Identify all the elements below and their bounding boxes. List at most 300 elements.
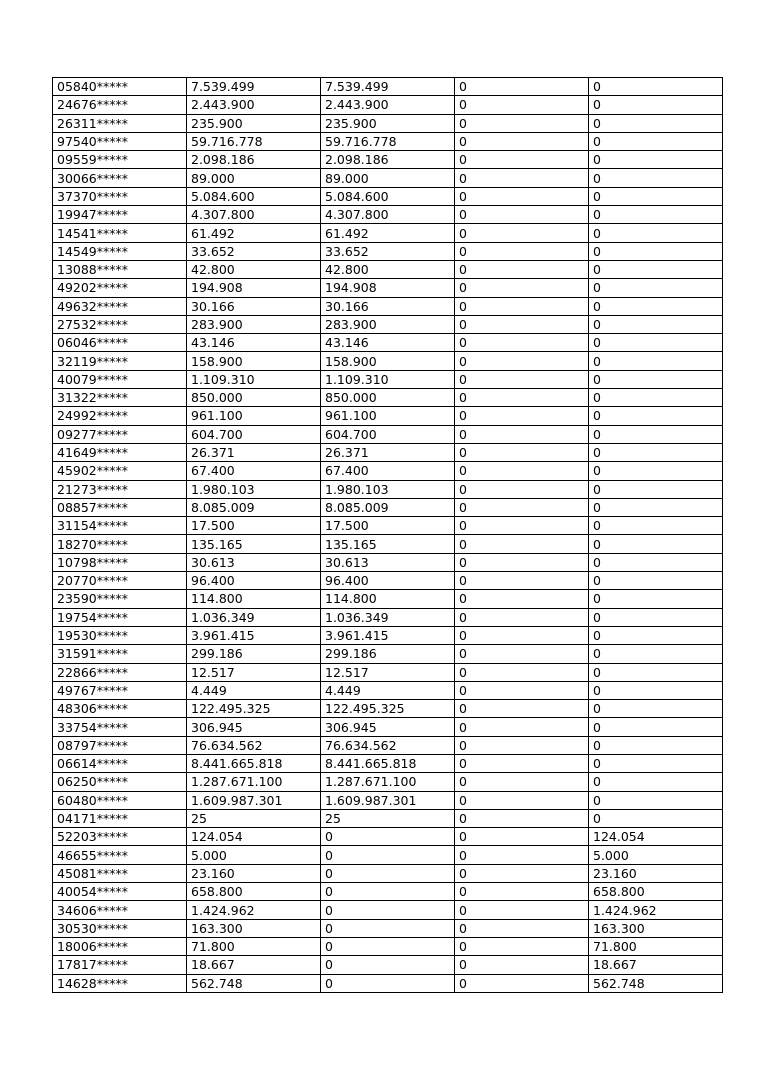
amount-2-cell: 0 — [321, 828, 455, 846]
amount-3-cell: 0 — [455, 151, 589, 169]
amount-3-cell: 0 — [455, 443, 589, 461]
amount-4-cell: 1.424.962 — [589, 901, 723, 919]
amount-cell: 42.800 — [187, 260, 321, 278]
amount-cell: 25 — [187, 809, 321, 827]
amount-cell: 1.980.103 — [187, 480, 321, 498]
account-id-cell: 49632***** — [53, 297, 187, 315]
amount-2-cell: 0 — [321, 937, 455, 955]
amount-3-cell: 0 — [455, 681, 589, 699]
amount-2-cell: 4.307.800 — [321, 206, 455, 224]
amount-4-cell: 0 — [589, 151, 723, 169]
amount-4-cell: 0 — [589, 462, 723, 480]
amount-2-cell: 299.186 — [321, 645, 455, 663]
amount-cell: 43.146 — [187, 334, 321, 352]
amount-cell: 30.166 — [187, 297, 321, 315]
table-row — [53, 663, 723, 681]
table-row — [53, 645, 723, 663]
table-row — [53, 553, 723, 571]
amount-3-cell: 0 — [455, 425, 589, 443]
amount-cell: 5.000 — [187, 846, 321, 864]
amount-3-cell: 0 — [455, 553, 589, 571]
amount-4-cell: 0 — [589, 553, 723, 571]
account-id-cell: 34606***** — [53, 901, 187, 919]
table-row — [53, 956, 723, 974]
table-row — [53, 443, 723, 461]
amount-2-cell: 25 — [321, 809, 455, 827]
account-id-cell: 97540***** — [53, 132, 187, 150]
account-id-cell: 32119***** — [53, 352, 187, 370]
amount-2-cell: 30.613 — [321, 553, 455, 571]
amount-4-cell: 0 — [589, 206, 723, 224]
amount-4-cell: 0 — [589, 791, 723, 809]
amount-cell: 658.800 — [187, 883, 321, 901]
amount-3-cell: 0 — [455, 937, 589, 955]
table-row — [53, 700, 723, 718]
table-row — [53, 846, 723, 864]
amount-cell: 96.400 — [187, 572, 321, 590]
amount-3-cell: 0 — [455, 279, 589, 297]
table-row — [53, 773, 723, 791]
amount-4-cell: 562.748 — [589, 974, 723, 992]
ledger-table — [52, 77, 723, 993]
amount-3-cell: 0 — [455, 754, 589, 772]
amount-3-cell: 0 — [455, 224, 589, 242]
account-id-cell: 19947***** — [53, 206, 187, 224]
amount-2-cell: 2.098.186 — [321, 151, 455, 169]
table-row — [53, 626, 723, 644]
table-row — [53, 260, 723, 278]
table-row — [53, 736, 723, 754]
amount-3-cell: 0 — [455, 187, 589, 205]
amount-4-cell: 18.667 — [589, 956, 723, 974]
amount-4-cell: 0 — [589, 480, 723, 498]
amount-2-cell: 96.400 — [321, 572, 455, 590]
amount-cell: 23.160 — [187, 864, 321, 882]
amount-4-cell: 0 — [589, 407, 723, 425]
amount-cell: 8.085.009 — [187, 498, 321, 516]
amount-2-cell: 12.517 — [321, 663, 455, 681]
amount-cell: 4.449 — [187, 681, 321, 699]
amount-2-cell: 158.900 — [321, 352, 455, 370]
amount-3-cell: 0 — [455, 96, 589, 114]
table-row — [53, 352, 723, 370]
table-row — [53, 389, 723, 407]
amount-4-cell: 23.160 — [589, 864, 723, 882]
amount-cell: 12.517 — [187, 663, 321, 681]
table-row — [53, 718, 723, 736]
amount-cell: 1.287.671.100 — [187, 773, 321, 791]
amount-3-cell: 0 — [455, 169, 589, 187]
table-row — [53, 883, 723, 901]
account-id-cell: 18006***** — [53, 937, 187, 955]
amount-4-cell: 0 — [589, 334, 723, 352]
amount-cell: 158.900 — [187, 352, 321, 370]
amount-2-cell: 0 — [321, 919, 455, 937]
amount-3-cell: 0 — [455, 809, 589, 827]
amount-3-cell: 0 — [455, 700, 589, 718]
amount-2-cell: 0 — [321, 956, 455, 974]
amount-2-cell: 1.980.103 — [321, 480, 455, 498]
table-row — [53, 791, 723, 809]
table-row — [53, 407, 723, 425]
amount-3-cell: 0 — [455, 517, 589, 535]
amount-cell: 194.908 — [187, 279, 321, 297]
amount-2-cell: 30.166 — [321, 297, 455, 315]
amount-2-cell: 89.000 — [321, 169, 455, 187]
amount-cell: 59.716.778 — [187, 132, 321, 150]
account-id-cell: 24992***** — [53, 407, 187, 425]
amount-2-cell: 0 — [321, 974, 455, 992]
amount-3-cell: 0 — [455, 242, 589, 260]
account-id-cell: 08797***** — [53, 736, 187, 754]
table-row — [53, 206, 723, 224]
amount-cell: 562.748 — [187, 974, 321, 992]
amount-cell: 961.100 — [187, 407, 321, 425]
amount-3-cell: 0 — [455, 206, 589, 224]
amount-4-cell: 5.000 — [589, 846, 723, 864]
amount-4-cell: 0 — [589, 736, 723, 754]
amount-4-cell: 0 — [589, 608, 723, 626]
amount-cell: 1.036.349 — [187, 608, 321, 626]
account-id-cell: 49202***** — [53, 279, 187, 297]
amount-4-cell: 0 — [589, 96, 723, 114]
amount-4-cell: 0 — [589, 700, 723, 718]
account-id-cell: 31322***** — [53, 389, 187, 407]
amount-4-cell: 0 — [589, 626, 723, 644]
account-id-cell: 41649***** — [53, 443, 187, 461]
amount-2-cell: 42.800 — [321, 260, 455, 278]
amount-4-cell: 0 — [589, 187, 723, 205]
amount-4-cell: 0 — [589, 352, 723, 370]
amount-3-cell: 0 — [455, 498, 589, 516]
amount-2-cell: 122.495.325 — [321, 700, 455, 718]
amount-3-cell: 0 — [455, 883, 589, 901]
amount-4-cell: 0 — [589, 572, 723, 590]
amount-3-cell: 0 — [455, 572, 589, 590]
account-id-cell: 06614***** — [53, 754, 187, 772]
amount-4-cell: 0 — [589, 242, 723, 260]
amount-2-cell: 194.908 — [321, 279, 455, 297]
amount-4-cell: 0 — [589, 297, 723, 315]
table-row — [53, 608, 723, 626]
table-row — [53, 114, 723, 132]
amount-2-cell: 8.441.665.818 — [321, 754, 455, 772]
amount-3-cell: 0 — [455, 389, 589, 407]
account-id-cell: 52203***** — [53, 828, 187, 846]
account-id-cell: 14549***** — [53, 242, 187, 260]
table-row — [53, 974, 723, 992]
amount-2-cell: 1.609.987.301 — [321, 791, 455, 809]
amount-3-cell: 0 — [455, 114, 589, 132]
amount-3-cell: 0 — [455, 828, 589, 846]
amount-3-cell: 0 — [455, 352, 589, 370]
amount-cell: 299.186 — [187, 645, 321, 663]
amount-cell: 114.800 — [187, 590, 321, 608]
amount-3-cell: 0 — [455, 773, 589, 791]
amount-cell: 235.900 — [187, 114, 321, 132]
amount-cell: 61.492 — [187, 224, 321, 242]
amount-cell: 5.084.600 — [187, 187, 321, 205]
amount-3-cell: 0 — [455, 846, 589, 864]
amount-4-cell: 0 — [589, 443, 723, 461]
amount-3-cell: 0 — [455, 791, 589, 809]
amount-cell: 33.652 — [187, 242, 321, 260]
amount-cell: 306.945 — [187, 718, 321, 736]
account-id-cell: 40079***** — [53, 370, 187, 388]
amount-cell: 135.165 — [187, 535, 321, 553]
amount-2-cell: 306.945 — [321, 718, 455, 736]
table-row — [53, 224, 723, 242]
account-id-cell: 14628***** — [53, 974, 187, 992]
account-id-cell: 18270***** — [53, 535, 187, 553]
amount-3-cell: 0 — [455, 736, 589, 754]
account-id-cell: 60480***** — [53, 791, 187, 809]
amount-3-cell: 0 — [455, 407, 589, 425]
amount-4-cell: 124.054 — [589, 828, 723, 846]
amount-2-cell: 67.400 — [321, 462, 455, 480]
table-row — [53, 480, 723, 498]
account-id-cell: 14541***** — [53, 224, 187, 242]
amount-2-cell: 0 — [321, 883, 455, 901]
amount-2-cell: 59.716.778 — [321, 132, 455, 150]
account-id-cell: 21273***** — [53, 480, 187, 498]
table-row — [53, 279, 723, 297]
amount-cell: 1.424.962 — [187, 901, 321, 919]
account-id-cell: 49767***** — [53, 681, 187, 699]
amount-2-cell: 0 — [321, 864, 455, 882]
amount-3-cell: 0 — [455, 956, 589, 974]
amount-3-cell: 0 — [455, 315, 589, 333]
amount-4-cell: 0 — [589, 169, 723, 187]
account-id-cell: 17817***** — [53, 956, 187, 974]
amount-4-cell: 0 — [589, 132, 723, 150]
table-row — [53, 187, 723, 205]
amount-cell: 76.634.562 — [187, 736, 321, 754]
amount-4-cell: 0 — [589, 114, 723, 132]
table-row — [53, 681, 723, 699]
account-id-cell: 09559***** — [53, 151, 187, 169]
amount-2-cell: 1.109.310 — [321, 370, 455, 388]
account-id-cell: 08857***** — [53, 498, 187, 516]
amount-cell: 1.109.310 — [187, 370, 321, 388]
account-id-cell: 24676***** — [53, 96, 187, 114]
account-id-cell: 04171***** — [53, 809, 187, 827]
account-id-cell: 05840***** — [53, 78, 187, 96]
amount-4-cell: 0 — [589, 754, 723, 772]
table-row — [53, 151, 723, 169]
account-id-cell: 10798***** — [53, 553, 187, 571]
amount-4-cell: 0 — [589, 535, 723, 553]
amount-2-cell: 26.371 — [321, 443, 455, 461]
amount-cell: 124.054 — [187, 828, 321, 846]
table-row — [53, 169, 723, 187]
amount-4-cell: 0 — [589, 645, 723, 663]
table-row — [53, 828, 723, 846]
table-row — [53, 132, 723, 150]
account-id-cell: 30530***** — [53, 919, 187, 937]
table-row — [53, 297, 723, 315]
amount-cell: 3.961.415 — [187, 626, 321, 644]
table-row — [53, 901, 723, 919]
amount-2-cell: 3.961.415 — [321, 626, 455, 644]
table-row — [53, 498, 723, 516]
amount-2-cell: 135.165 — [321, 535, 455, 553]
table-row — [53, 462, 723, 480]
amount-3-cell: 0 — [455, 974, 589, 992]
table-row — [53, 315, 723, 333]
amount-4-cell: 658.800 — [589, 883, 723, 901]
amount-3-cell: 0 — [455, 590, 589, 608]
amount-2-cell: 0 — [321, 901, 455, 919]
account-id-cell: 19530***** — [53, 626, 187, 644]
amount-cell: 7.539.499 — [187, 78, 321, 96]
amount-3-cell: 0 — [455, 334, 589, 352]
amount-4-cell: 0 — [589, 590, 723, 608]
amount-2-cell: 76.634.562 — [321, 736, 455, 754]
amount-cell: 26.371 — [187, 443, 321, 461]
amount-2-cell: 5.084.600 — [321, 187, 455, 205]
amount-2-cell: 235.900 — [321, 114, 455, 132]
account-id-cell: 09277***** — [53, 425, 187, 443]
amount-4-cell: 0 — [589, 498, 723, 516]
amount-2-cell: 850.000 — [321, 389, 455, 407]
amount-cell: 71.800 — [187, 937, 321, 955]
amount-2-cell: 0 — [321, 846, 455, 864]
amount-2-cell: 8.085.009 — [321, 498, 455, 516]
amount-cell: 2.443.900 — [187, 96, 321, 114]
amount-2-cell: 4.449 — [321, 681, 455, 699]
amount-3-cell: 0 — [455, 480, 589, 498]
amount-4-cell: 0 — [589, 663, 723, 681]
amount-4-cell: 0 — [589, 279, 723, 297]
amount-2-cell: 1.036.349 — [321, 608, 455, 626]
account-id-cell: 48306***** — [53, 700, 187, 718]
table-row — [53, 535, 723, 553]
table-row — [53, 937, 723, 955]
amount-cell: 67.400 — [187, 462, 321, 480]
amount-3-cell: 0 — [455, 645, 589, 663]
amount-4-cell: 163.300 — [589, 919, 723, 937]
amount-2-cell: 1.287.671.100 — [321, 773, 455, 791]
amount-4-cell: 0 — [589, 517, 723, 535]
account-id-cell: 37370***** — [53, 187, 187, 205]
table-row — [53, 572, 723, 590]
amount-2-cell: 604.700 — [321, 425, 455, 443]
account-id-cell: 30066***** — [53, 169, 187, 187]
amount-4-cell: 0 — [589, 773, 723, 791]
account-id-cell: 22866***** — [53, 663, 187, 681]
account-id-cell: 45081***** — [53, 864, 187, 882]
table-row — [53, 370, 723, 388]
amount-3-cell: 0 — [455, 260, 589, 278]
amount-cell: 8.441.665.818 — [187, 754, 321, 772]
amount-4-cell: 0 — [589, 425, 723, 443]
amount-3-cell: 0 — [455, 608, 589, 626]
table-row — [53, 242, 723, 260]
account-id-cell: 31591***** — [53, 645, 187, 663]
amount-4-cell: 0 — [589, 370, 723, 388]
amount-2-cell: 7.539.499 — [321, 78, 455, 96]
amount-3-cell: 0 — [455, 462, 589, 480]
account-id-cell: 40054***** — [53, 883, 187, 901]
amount-3-cell: 0 — [455, 370, 589, 388]
table-row — [53, 425, 723, 443]
amount-4-cell: 0 — [589, 260, 723, 278]
account-id-cell: 26311***** — [53, 114, 187, 132]
amount-cell: 1.609.987.301 — [187, 791, 321, 809]
amount-cell: 4.307.800 — [187, 206, 321, 224]
amount-3-cell: 0 — [455, 663, 589, 681]
amount-4-cell: 71.800 — [589, 937, 723, 955]
account-id-cell: 06250***** — [53, 773, 187, 791]
account-id-cell: 19754***** — [53, 608, 187, 626]
table-row — [53, 96, 723, 114]
account-id-cell: 23590***** — [53, 590, 187, 608]
table-row — [53, 919, 723, 937]
amount-cell: 604.700 — [187, 425, 321, 443]
amount-2-cell: 17.500 — [321, 517, 455, 535]
account-id-cell: 27532***** — [53, 315, 187, 333]
table-row — [53, 809, 723, 827]
account-id-cell: 33754***** — [53, 718, 187, 736]
account-id-cell: 20770***** — [53, 572, 187, 590]
amount-4-cell: 0 — [589, 718, 723, 736]
amount-cell: 30.613 — [187, 553, 321, 571]
amount-3-cell: 0 — [455, 78, 589, 96]
table-row — [53, 754, 723, 772]
amount-4-cell: 0 — [589, 315, 723, 333]
amount-2-cell: 2.443.900 — [321, 96, 455, 114]
amount-3-cell: 0 — [455, 901, 589, 919]
amount-3-cell: 0 — [455, 132, 589, 150]
amount-cell: 17.500 — [187, 517, 321, 535]
account-id-cell: 46655***** — [53, 846, 187, 864]
table-row — [53, 517, 723, 535]
amount-cell: 163.300 — [187, 919, 321, 937]
table-row — [53, 334, 723, 352]
amount-2-cell: 283.900 — [321, 315, 455, 333]
account-id-cell: 45902***** — [53, 462, 187, 480]
amount-3-cell: 0 — [455, 297, 589, 315]
amount-2-cell: 43.146 — [321, 334, 455, 352]
amount-3-cell: 0 — [455, 864, 589, 882]
amount-2-cell: 961.100 — [321, 407, 455, 425]
amount-3-cell: 0 — [455, 919, 589, 937]
amount-2-cell: 33.652 — [321, 242, 455, 260]
account-id-cell: 13088***** — [53, 260, 187, 278]
account-id-cell: 06046***** — [53, 334, 187, 352]
amount-4-cell: 0 — [589, 389, 723, 407]
amount-cell: 122.495.325 — [187, 700, 321, 718]
ledger-table-body — [53, 78, 723, 993]
amount-3-cell: 0 — [455, 718, 589, 736]
account-id-cell: 31154***** — [53, 517, 187, 535]
amount-4-cell: 0 — [589, 809, 723, 827]
table-row — [53, 590, 723, 608]
amount-cell: 2.098.186 — [187, 151, 321, 169]
amount-cell: 18.667 — [187, 956, 321, 974]
amount-cell: 850.000 — [187, 389, 321, 407]
amount-3-cell: 0 — [455, 535, 589, 553]
amount-cell: 89.000 — [187, 169, 321, 187]
amount-cell: 283.900 — [187, 315, 321, 333]
table-row — [53, 864, 723, 882]
amount-4-cell: 0 — [589, 681, 723, 699]
table-row — [53, 78, 723, 96]
amount-2-cell: 114.800 — [321, 590, 455, 608]
amount-3-cell: 0 — [455, 626, 589, 644]
amount-4-cell: 0 — [589, 78, 723, 96]
